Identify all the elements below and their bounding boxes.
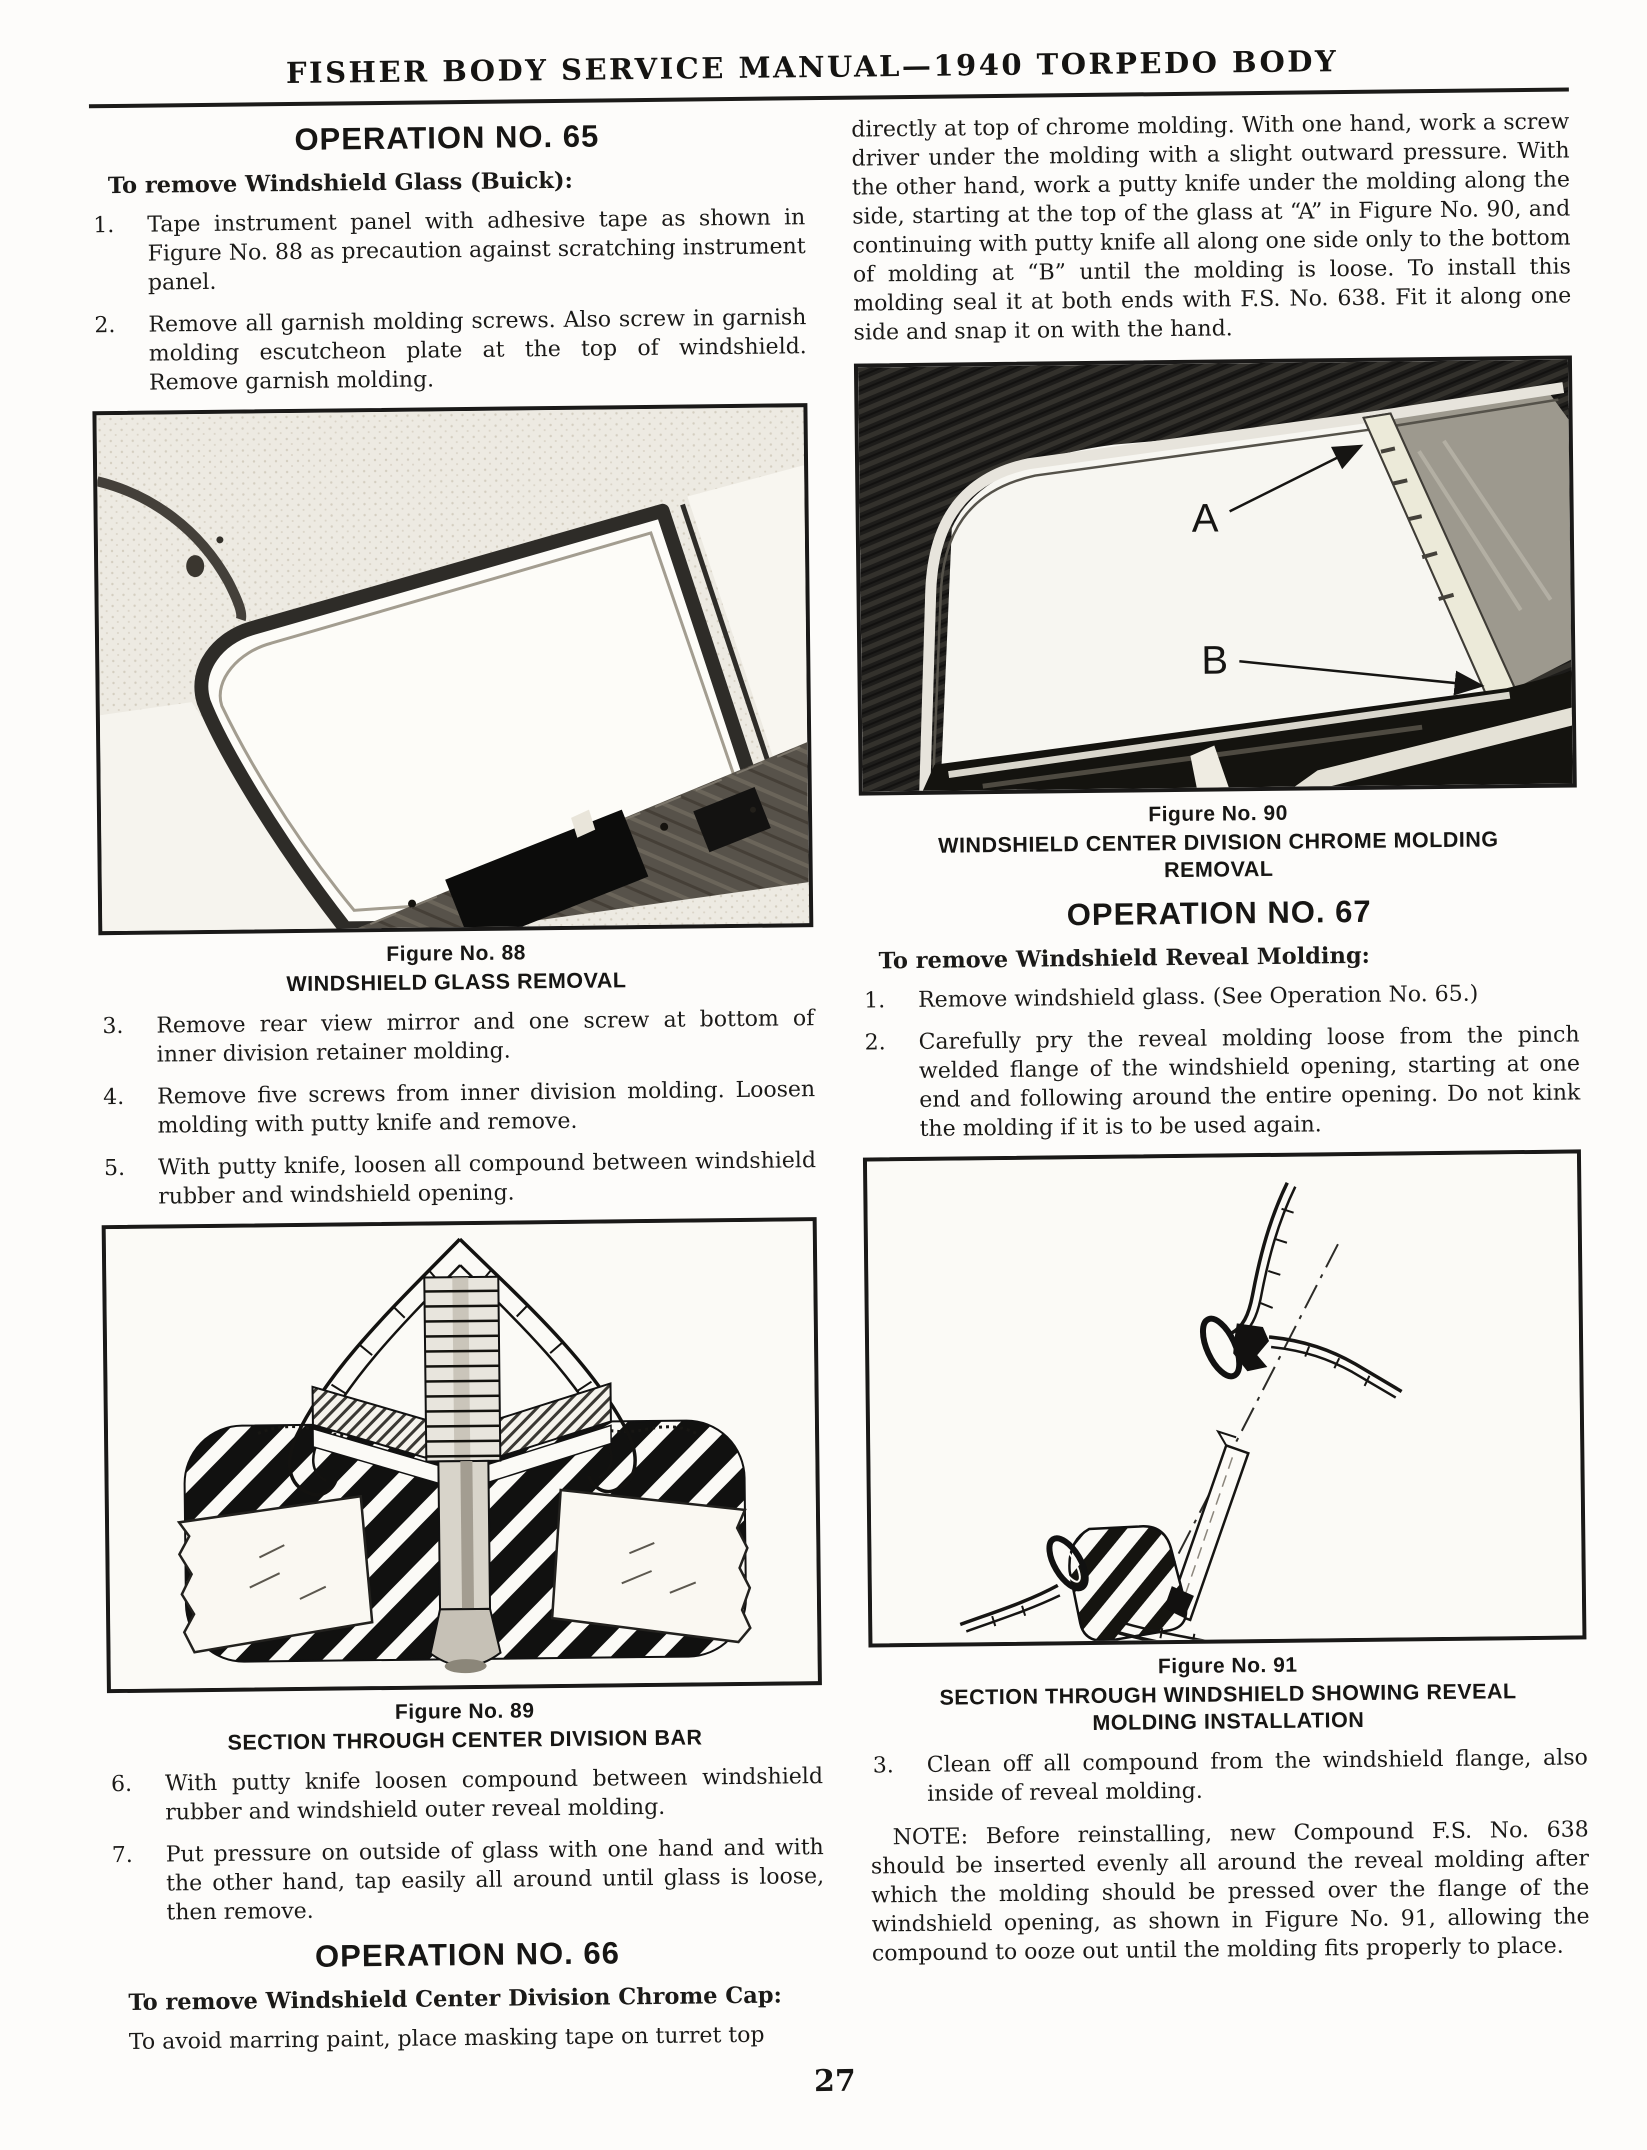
operation-66-intro: To remove Windshield Center Division Chrome Cap:	[128, 1982, 782, 2017]
step-number: 1.	[93, 212, 115, 239]
step-text: With putty knife, loosen all compound between windshield rubber and windshield opening.	[157, 1148, 817, 1210]
step-text: Put pressure on outside of glass with one hand and with the other hand, tap easily all around until glass is loose, then remove.	[165, 1835, 825, 1926]
figure-89-drawing	[106, 1221, 818, 1689]
list-item	[91, 303, 807, 398]
figure-89-caption-number: Figure No. 89	[394, 1699, 535, 1725]
figure-88-photo	[96, 407, 809, 931]
figure-88-caption-title: WINDSHIELD GLASS REMOVAL	[286, 968, 627, 997]
step-number: 1.	[864, 988, 886, 1014]
figure-91-caption-number: Figure No. 91	[1157, 1653, 1298, 1679]
figure-89-frame	[102, 1217, 822, 1693]
figure-91-drawing	[867, 1153, 1582, 1643]
operation-67-intro: To remove Windshield Reveal Molding:	[878, 942, 1371, 975]
step-number: 4.	[103, 1085, 125, 1111]
list-item	[109, 1833, 825, 1928]
step-number: 7.	[111, 1843, 133, 1869]
list-item	[99, 1004, 815, 1070]
operation-66-paragraph-start: To avoid marring paint, place masking tape on turret top	[128, 2022, 765, 2056]
page-header-title: FISHER BODY SERVICE MANUAL—1940 TORPEDO BODY	[285, 44, 1339, 91]
operation-67-heading: OPERATION NO. 67	[1066, 893, 1372, 933]
page-number: 27	[813, 2063, 856, 2100]
figure-90-caption-title: WINDSHIELD CENTER DIVISION CHROME MOLDING REMOVAL	[938, 827, 1499, 883]
figure-91-caption	[869, 1649, 1588, 1739]
figure-88-frame	[92, 403, 813, 935]
step-text: With putty knife loosen compound between windshield rubber and windshield outer reveal molding.	[164, 1764, 824, 1826]
operation-66-heading: OPERATION NO. 66	[314, 1935, 621, 1975]
figure-89-caption-title: SECTION THROUGH CENTER DIVISION BAR	[227, 1725, 703, 1756]
figure-91-frame	[863, 1149, 1587, 1647]
figure-88-caption	[98, 937, 814, 1000]
step-number: 5.	[103, 1156, 126, 1182]
list-item	[101, 1146, 817, 1212]
list-item	[861, 978, 1579, 1015]
figure-90-label-b: B	[1201, 638, 1229, 683]
step-text: Remove all garnish molding screws. Also screw in garnish molding escutcheon plate at the top of windshield. Remove garnish molding.	[148, 305, 807, 396]
operation-67-note: NOTE: Before reinstalling, new Compound F.S. No. 638 should be inserted evenly all around the reveal molding after which the molding should be pressed over the flange of the windshield opening, as shown in Figure No. 91, allowing the compound to ooze out until the molding fits properly to place.	[870, 1817, 1590, 1967]
step-text: Remove rear view mirror and one screw at bottom of inner division retainer molding.	[156, 1006, 815, 1068]
operation-65-intro: To remove Windshield Glass (Buick):	[107, 167, 574, 200]
step-text: Tape instrument panel with adhesive tape as shown in Figure No. 88 as precaution against scratching instrument panel.	[147, 205, 806, 296]
step-text: Remove windshield glass. (See Operation No. 65.)	[918, 981, 1479, 1013]
step-text: Carefully pry the reveal molding loose from the pinch welded flange of the windshield opening, starting at one end and following around the entire opening. Do not kink the molding if it is to be used again.	[918, 1022, 1581, 1142]
operation-65-heading: OPERATION NO. 65	[294, 118, 600, 157]
right-column	[851, 91, 1591, 2058]
figure-89-caption	[107, 1695, 823, 1758]
step-number: 3.	[872, 1753, 894, 1779]
figure-90-caption	[859, 797, 1578, 887]
figure-90-caption-number: Figure No. 90	[1148, 801, 1288, 827]
step-text: Remove five screws from inner division molding. Loosen molding with putty knife and remove.	[157, 1077, 816, 1139]
figure-88-caption-number: Figure No. 88	[386, 941, 526, 966]
step-number: 2.	[864, 1030, 886, 1056]
list-item	[100, 1075, 816, 1141]
list-item	[861, 1020, 1580, 1144]
figure-91-caption-title: SECTION THROUGH WINDSHIELD SHOWING REVEAL MOLDING INSTALLATION	[939, 1679, 1517, 1736]
operation-66-paragraph-continued: directly at top of chrome molding. With one hand, work a screw driver under the molding with a slight outward pressure. With the other hand, work a putty knife under the molding along the side, starting at the top of the glass at “A” in Figure No. 90, and continuing with putty knife all along one side only to the bottom of molding at “B” until the molding is loose. To install this molding seal it at both ends with F.S. No. 638. Fit it along one side and snap it on with the hand.	[851, 109, 1572, 346]
figure-90-frame	[854, 355, 1577, 795]
step-number: 3.	[102, 1014, 124, 1040]
step-text: Clean off all compound from the windshield flange, also inside of reveal molding.	[926, 1745, 1588, 1807]
list-item	[108, 1762, 824, 1828]
list-item	[90, 203, 806, 298]
figure-90-photo	[858, 360, 1573, 792]
step-number: 2.	[94, 312, 116, 339]
two-column-body	[0, 91, 1647, 2069]
step-number: 6.	[110, 1772, 133, 1798]
list-item	[870, 1743, 1589, 1809]
left-column	[89, 100, 826, 2067]
figure-90-label-a: A	[1191, 496, 1219, 541]
